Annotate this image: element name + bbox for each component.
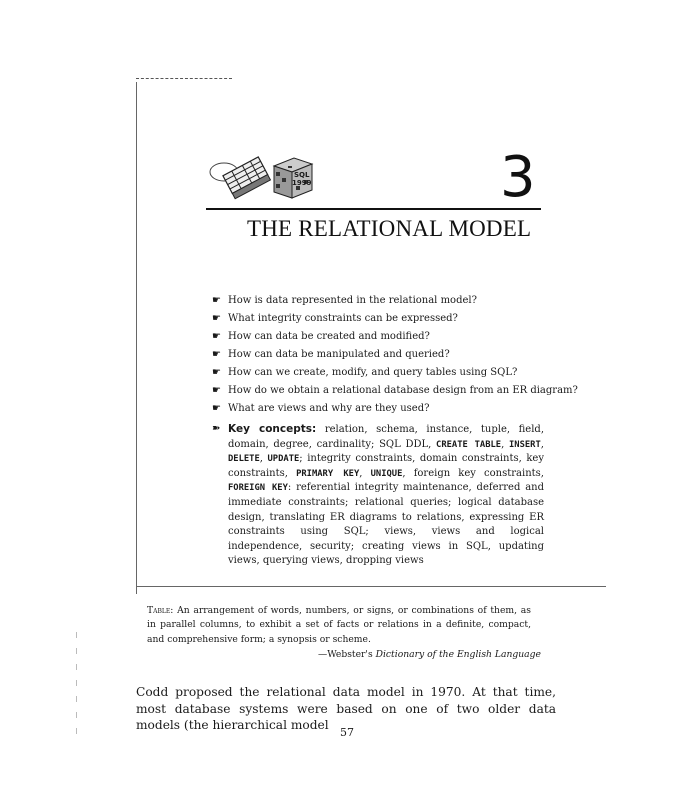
chapter-title: THE RELATIONAL MODEL — [247, 216, 532, 241]
list-item: ☛ How can data be manipulated and queried? — [212, 346, 544, 364]
quote-term: Table — [147, 605, 171, 616]
body-paragraph: Codd proposed the relational data model in 1970. At that time, most database systems were based on one of two older data models (the hierarchical model — [136, 685, 556, 732]
pointing-hand-icon: ☛ — [212, 385, 221, 396]
quote-source: Dictionary of the English Language — [375, 649, 541, 660]
pointing-hand-icon: ☛ — [212, 367, 221, 378]
top-dashed-rule — [136, 78, 232, 79]
pointing-hand-icon: ☛ — [212, 349, 221, 360]
epigraph-quote — [147, 604, 531, 647]
code-keyword: UPDATE — [267, 454, 300, 465]
quote-attribution: —Webster's Dictionary of the English Language — [318, 649, 541, 660]
pointing-hand-icon: ☛ — [212, 313, 221, 324]
key-concepts-heading: Key concepts: — [228, 423, 317, 435]
chapter-number: 3 — [500, 145, 536, 210]
logo-sql-text: SQL — [294, 171, 310, 179]
pointing-hand-icon: ☛ — [212, 403, 221, 414]
left-border-line — [136, 82, 137, 594]
code-keyword: UNIQUE — [370, 468, 403, 479]
key-concepts-item: ➽ Key concepts: relation, schema, instance, tuple, field, domain, degree, cardinality; SQL DDL, CREATE TABLE, INSERT, DELETE, UPDATE; integrity constraints, domain constraints, key constraints, PRIMARY KEY, UNIQUE, foreign key constraints, FOREIGN KEY: referential integrity maintenance, deferred and immediate constraints; relational queries; logical database design, translating ER diagrams to relations, expressing ER constraints using SQL; views, views and logical independence, security; creating views in SQL, updating views, querying views, dropping views — [212, 423, 544, 567]
code-keyword: CREATE TABLE — [436, 439, 502, 450]
pointing-hand-icon: ☛ — [212, 295, 221, 306]
logo-year-text: 1999 — [292, 179, 312, 187]
title-rule — [206, 208, 541, 210]
quote-text: : An arrangement of words, numbers, or signs, or combinations of them, as in parallel columns, to exhibit a set of facts or relations in a definite, compact, and comprehensive form; a synopsis or scheme. — [147, 605, 531, 645]
list-item: ☛ What integrity constraints can be expressed? — [212, 310, 544, 328]
list-item: ☛ What are views and why are they used? — [212, 400, 544, 418]
chapter-questions-list — [212, 292, 578, 569]
page-number: 57 — [340, 726, 354, 739]
list-item: ☛ How is data represented in the relational model? — [212, 292, 544, 310]
code-keyword: INSERT — [509, 439, 541, 450]
code-keyword: DELETE — [228, 454, 260, 465]
code-keyword: FOREIGN KEY — [228, 483, 288, 494]
list-item: ☛ How can we create, modify, and query tables using SQL? — [212, 364, 544, 382]
list-item: ☛ How do we obtain a relational database design from an ER diagram? — [212, 382, 544, 400]
logo-label — [292, 171, 311, 187]
arrow-bullet-icon: ➽ — [212, 423, 221, 434]
margin-scan-marks — [76, 632, 78, 742]
pointing-hand-icon: ☛ — [212, 331, 221, 342]
code-keyword: PRIMARY KEY — [296, 468, 360, 479]
section-bottom-rule — [136, 586, 606, 587]
list-item: ☛ How can data be created and modified? — [212, 328, 544, 346]
